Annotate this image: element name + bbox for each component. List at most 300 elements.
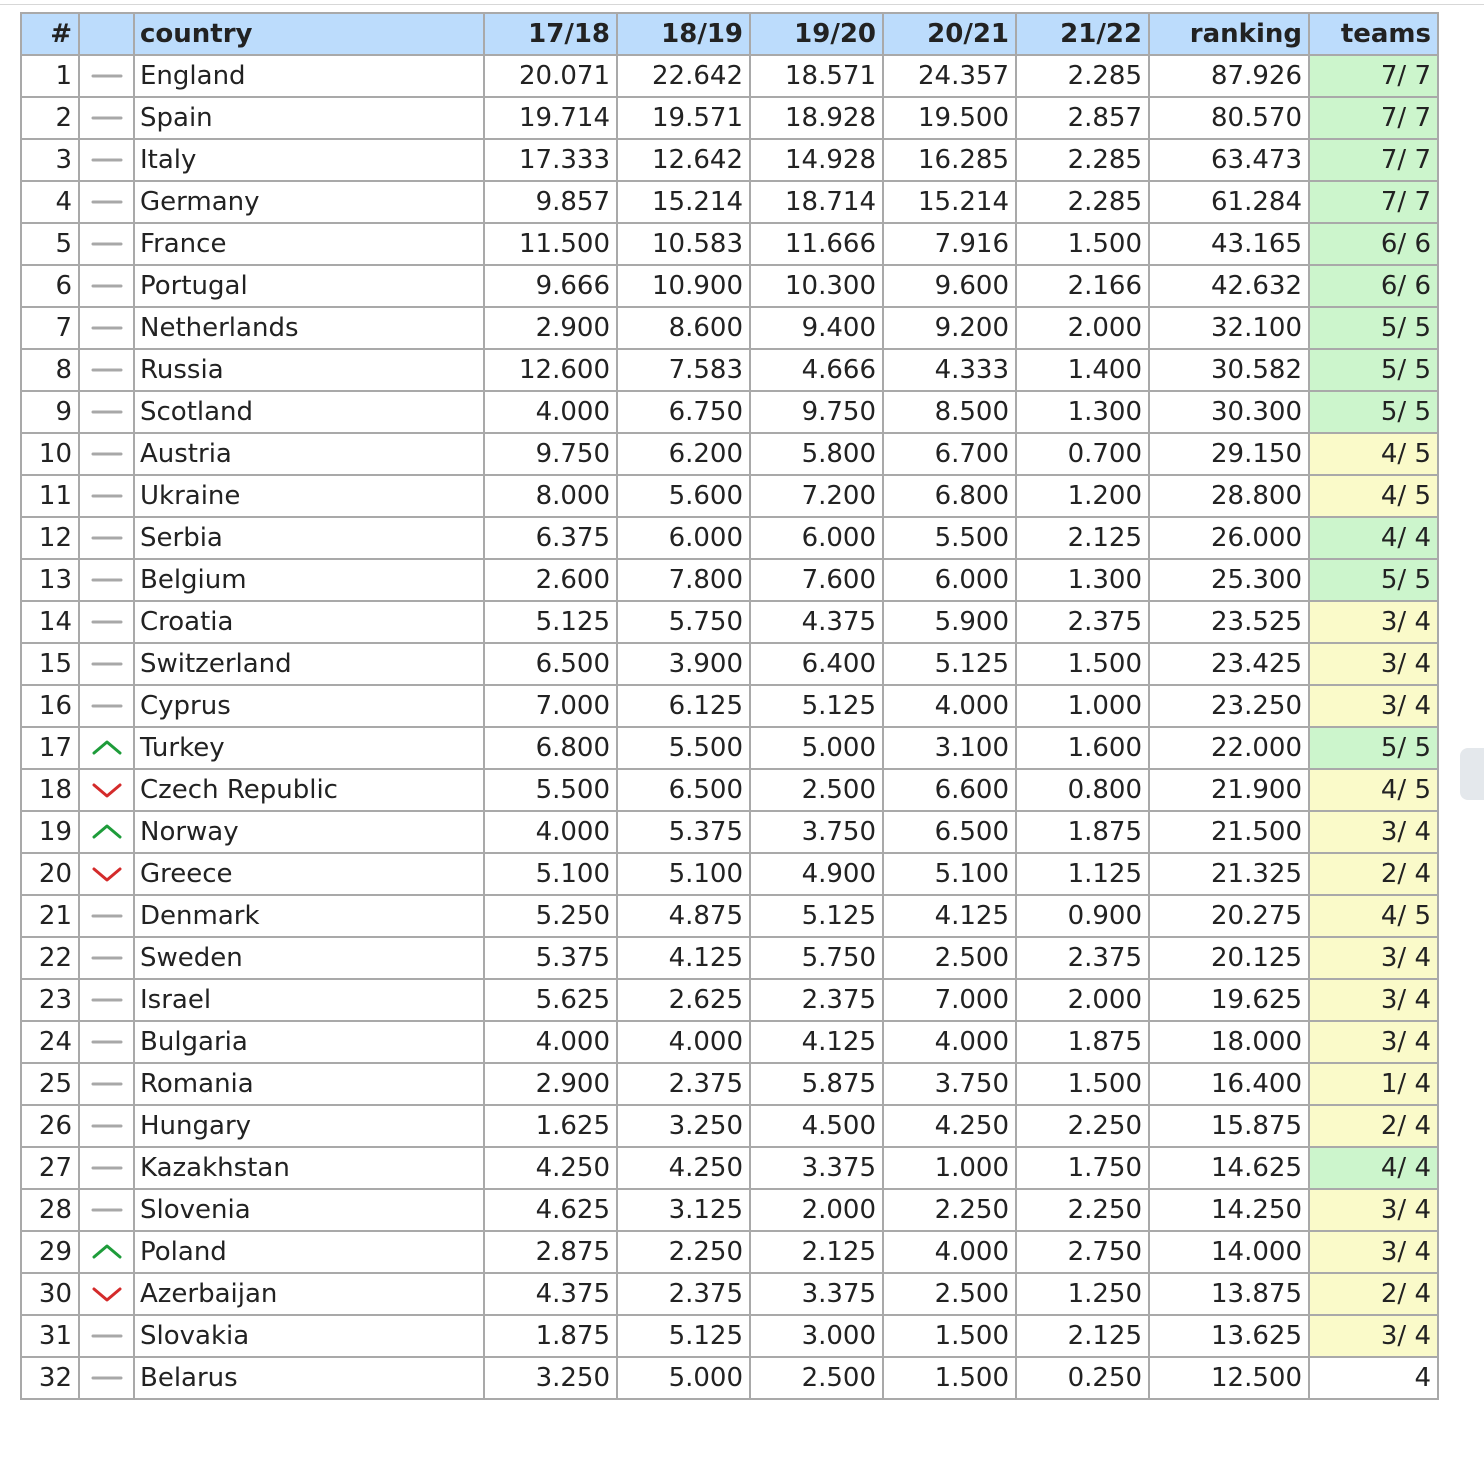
cell-rank: 32 — [21, 1357, 79, 1399]
cell-season-2021: 3.100 — [883, 727, 1016, 769]
cell-season-2122: 1.875 — [1016, 811, 1149, 853]
cell-ranking-total: 61.284 — [1149, 181, 1309, 223]
cell-season-2021: 9.200 — [883, 307, 1016, 349]
cell-season-1819: 10.900 — [617, 265, 750, 307]
cell-season-1920: 3.375 — [750, 1273, 883, 1315]
cell-trend — [79, 769, 134, 811]
cell-season-1819: 3.125 — [617, 1189, 750, 1231]
cell-season-1718: 4.000 — [484, 391, 617, 433]
cell-season-2021: 5.100 — [883, 853, 1016, 895]
table-row — [21, 97, 1438, 139]
column-header-season-1920[interactable]: 19/20 — [750, 13, 883, 55]
cell-season-1920: 3.375 — [750, 1147, 883, 1189]
table-row — [21, 1315, 1438, 1357]
cell-ranking-total: 18.000 — [1149, 1021, 1309, 1063]
cell-trend — [79, 475, 134, 517]
cell-rank: 29 — [21, 1231, 79, 1273]
cell-season-1718: 1.875 — [484, 1315, 617, 1357]
cell-country: Israel — [134, 979, 484, 1021]
table-row — [21, 1231, 1438, 1273]
cell-rank: 9 — [21, 391, 79, 433]
cell-season-1819: 5.100 — [617, 853, 750, 895]
column-header-teams[interactable]: teams — [1309, 13, 1438, 55]
cell-season-2021: 5.500 — [883, 517, 1016, 559]
cell-season-2021: 2.250 — [883, 1189, 1016, 1231]
cell-ranking-total: 29.150 — [1149, 433, 1309, 475]
cell-country: Austria — [134, 433, 484, 475]
cell-country: Germany — [134, 181, 484, 223]
cell-season-1920: 5.000 — [750, 727, 883, 769]
trend-none-icon — [91, 905, 123, 927]
table-row — [21, 1357, 1438, 1399]
cell-country: Azerbaijan — [134, 1273, 484, 1315]
cell-season-2021: 15.214 — [883, 181, 1016, 223]
cell-trend — [79, 853, 134, 895]
column-header-ranking[interactable]: ranking — [1149, 13, 1309, 55]
cell-ranking-total: 32.100 — [1149, 307, 1309, 349]
cell-season-1819: 8.600 — [617, 307, 750, 349]
cell-trend — [79, 643, 134, 685]
cell-season-2021: 5.900 — [883, 601, 1016, 643]
cell-season-1920: 11.666 — [750, 223, 883, 265]
cell-rank: 30 — [21, 1273, 79, 1315]
column-header-season-2122[interactable]: 21/22 — [1016, 13, 1149, 55]
cell-season-1819: 6.500 — [617, 769, 750, 811]
cell-season-2122: 1.500 — [1016, 643, 1149, 685]
table-row — [21, 1147, 1438, 1189]
cell-country: Italy — [134, 139, 484, 181]
cell-season-2021: 7.000 — [883, 979, 1016, 1021]
cell-rank: 10 — [21, 433, 79, 475]
cell-season-2021: 6.000 — [883, 559, 1016, 601]
cell-season-2122: 0.700 — [1016, 433, 1149, 475]
cell-ranking-total: 42.632 — [1149, 265, 1309, 307]
cell-season-1920: 2.500 — [750, 769, 883, 811]
cell-season-1718: 5.375 — [484, 937, 617, 979]
cell-teams: 4 — [1309, 1357, 1438, 1399]
cell-rank: 31 — [21, 1315, 79, 1357]
column-header-season-2021[interactable]: 20/21 — [883, 13, 1016, 55]
cell-season-1920: 18.571 — [750, 55, 883, 97]
cell-trend — [79, 1273, 134, 1315]
page-top-border — [0, 4, 1484, 5]
cell-rank: 4 — [21, 181, 79, 223]
table-row — [21, 937, 1438, 979]
cell-season-1718: 5.625 — [484, 979, 617, 1021]
cell-trend — [79, 349, 134, 391]
trend-none-icon — [91, 1031, 123, 1053]
cell-season-2021: 6.800 — [883, 475, 1016, 517]
cell-season-1718: 5.125 — [484, 601, 617, 643]
table-row — [21, 1063, 1438, 1105]
cell-season-2122: 2.000 — [1016, 307, 1149, 349]
cell-teams: 3/ 4 — [1309, 811, 1438, 853]
cell-season-2122: 1.250 — [1016, 1273, 1149, 1315]
cell-rank: 6 — [21, 265, 79, 307]
cell-season-1718: 9.750 — [484, 433, 617, 475]
cell-trend — [79, 391, 134, 433]
cell-trend — [79, 1063, 134, 1105]
cell-season-1718: 11.500 — [484, 223, 617, 265]
table-row — [21, 601, 1438, 643]
cell-season-1718: 20.071 — [484, 55, 617, 97]
cell-rank: 23 — [21, 979, 79, 1021]
table-row — [21, 265, 1438, 307]
cell-season-1718: 2.900 — [484, 307, 617, 349]
cell-season-1920: 5.750 — [750, 937, 883, 979]
cell-season-1920: 2.500 — [750, 1357, 883, 1399]
cell-season-1718: 6.375 — [484, 517, 617, 559]
trend-none-icon — [91, 1367, 123, 1389]
cell-teams: 4/ 5 — [1309, 895, 1438, 937]
cell-ranking-total: 20.125 — [1149, 937, 1309, 979]
table-row — [21, 1189, 1438, 1231]
cell-country: Spain — [134, 97, 484, 139]
cell-season-2122: 1.875 — [1016, 1021, 1149, 1063]
cell-teams: 4/ 5 — [1309, 433, 1438, 475]
cell-season-2122: 1.300 — [1016, 391, 1149, 433]
cell-season-1718: 7.000 — [484, 685, 617, 727]
cell-season-1920: 5.800 — [750, 433, 883, 475]
cell-season-2021: 4.000 — [883, 1021, 1016, 1063]
table-row — [21, 349, 1438, 391]
cell-season-1819: 15.214 — [617, 181, 750, 223]
cell-season-1819: 22.642 — [617, 55, 750, 97]
cell-season-2021: 5.125 — [883, 643, 1016, 685]
cell-ranking-total: 14.250 — [1149, 1189, 1309, 1231]
trend-none-icon — [91, 611, 123, 633]
cell-teams: 3/ 4 — [1309, 643, 1438, 685]
cell-teams: 5/ 5 — [1309, 391, 1438, 433]
cell-country: Switzerland — [134, 643, 484, 685]
cell-season-1819: 3.250 — [617, 1105, 750, 1147]
cell-season-2021: 6.700 — [883, 433, 1016, 475]
cell-ranking-total: 87.926 — [1149, 55, 1309, 97]
cell-season-1718: 17.333 — [484, 139, 617, 181]
country-ranking-table — [20, 12, 1439, 1400]
cell-season-2122: 2.375 — [1016, 601, 1149, 643]
cell-ranking-total: 23.250 — [1149, 685, 1309, 727]
cell-season-2021: 4.125 — [883, 895, 1016, 937]
cell-country: Russia — [134, 349, 484, 391]
cell-season-2122: 1.400 — [1016, 349, 1149, 391]
cell-season-1819: 6.000 — [617, 517, 750, 559]
cell-ranking-total: 21.325 — [1149, 853, 1309, 895]
cell-season-2122: 1.125 — [1016, 853, 1149, 895]
trend-none-icon — [91, 233, 123, 255]
table-row — [21, 433, 1438, 475]
cell-rank: 2 — [21, 97, 79, 139]
cell-season-1920: 18.714 — [750, 181, 883, 223]
cell-season-1718: 8.000 — [484, 475, 617, 517]
cell-teams: 3/ 4 — [1309, 1021, 1438, 1063]
table-row — [21, 307, 1438, 349]
cell-season-1718: 9.666 — [484, 265, 617, 307]
cell-season-2122: 2.250 — [1016, 1105, 1149, 1147]
cell-season-2122: 2.125 — [1016, 1315, 1149, 1357]
cell-country: Croatia — [134, 601, 484, 643]
cell-season-1718: 2.875 — [484, 1231, 617, 1273]
trend-none-icon — [91, 107, 123, 129]
cell-ranking-total: 21.900 — [1149, 769, 1309, 811]
cell-ranking-total: 26.000 — [1149, 517, 1309, 559]
table-row — [21, 1105, 1438, 1147]
table-row — [21, 811, 1438, 853]
cell-teams: 4/ 5 — [1309, 475, 1438, 517]
cell-teams: 5/ 5 — [1309, 307, 1438, 349]
trend-none-icon — [91, 275, 123, 297]
cell-teams: 4/ 5 — [1309, 769, 1438, 811]
cell-trend — [79, 685, 134, 727]
cell-trend — [79, 559, 134, 601]
cell-teams: 3/ 4 — [1309, 979, 1438, 1021]
cell-season-1819: 6.750 — [617, 391, 750, 433]
cell-teams: 3/ 4 — [1309, 1231, 1438, 1273]
cell-season-1819: 2.375 — [617, 1063, 750, 1105]
cell-season-1718: 4.000 — [484, 1021, 617, 1063]
cell-trend — [79, 1315, 134, 1357]
cell-teams: 2/ 4 — [1309, 1105, 1438, 1147]
table-row — [21, 727, 1438, 769]
cell-season-2122: 1.000 — [1016, 685, 1149, 727]
cell-ranking-total: 15.875 — [1149, 1105, 1309, 1147]
cell-season-1920: 2.125 — [750, 1231, 883, 1273]
cell-teams: 2/ 4 — [1309, 1273, 1438, 1315]
cell-season-2122: 2.000 — [1016, 979, 1149, 1021]
trend-none-icon — [91, 947, 123, 969]
cell-season-1718: 19.714 — [484, 97, 617, 139]
cell-season-1920: 4.500 — [750, 1105, 883, 1147]
cell-rank: 28 — [21, 1189, 79, 1231]
table-row — [21, 1021, 1438, 1063]
cell-season-1718: 2.900 — [484, 1063, 617, 1105]
cell-season-1920: 14.928 — [750, 139, 883, 181]
cell-season-1819: 5.500 — [617, 727, 750, 769]
cell-ranking-total: 19.625 — [1149, 979, 1309, 1021]
trend-down-icon — [91, 779, 123, 801]
cell-trend — [79, 811, 134, 853]
cell-season-1920: 10.300 — [750, 265, 883, 307]
column-header-rank[interactable]: # — [21, 13, 79, 55]
trend-down-icon — [91, 1283, 123, 1305]
cell-season-1920: 2.375 — [750, 979, 883, 1021]
cell-season-2122: 1.500 — [1016, 223, 1149, 265]
column-header-season-1819[interactable]: 18/19 — [617, 13, 750, 55]
cell-season-1718: 4.625 — [484, 1189, 617, 1231]
cell-season-1819: 19.571 — [617, 97, 750, 139]
cell-rank: 1 — [21, 55, 79, 97]
trend-none-icon — [91, 1157, 123, 1179]
cell-season-1718: 3.250 — [484, 1357, 617, 1399]
cell-ranking-total: 20.275 — [1149, 895, 1309, 937]
cell-season-1718: 1.625 — [484, 1105, 617, 1147]
cell-country: Belgium — [134, 559, 484, 601]
cell-ranking-total: 14.000 — [1149, 1231, 1309, 1273]
cell-country: Portugal — [134, 265, 484, 307]
background-artifact — [1460, 748, 1484, 800]
cell-rank: 13 — [21, 559, 79, 601]
cell-country: England — [134, 55, 484, 97]
cell-country: France — [134, 223, 484, 265]
cell-season-1920: 5.125 — [750, 685, 883, 727]
cell-country: Slovakia — [134, 1315, 484, 1357]
cell-rank: 22 — [21, 937, 79, 979]
cell-season-1718: 6.800 — [484, 727, 617, 769]
cell-season-1920: 5.125 — [750, 895, 883, 937]
cell-ranking-total: 13.625 — [1149, 1315, 1309, 1357]
column-header-country[interactable]: country — [134, 13, 484, 55]
trend-none-icon — [91, 359, 123, 381]
cell-season-1920: 5.875 — [750, 1063, 883, 1105]
cell-season-1819: 10.583 — [617, 223, 750, 265]
cell-rank: 24 — [21, 1021, 79, 1063]
cell-country: Greece — [134, 853, 484, 895]
cell-ranking-total: 23.425 — [1149, 643, 1309, 685]
table-body — [21, 55, 1438, 1399]
cell-trend — [79, 1105, 134, 1147]
cell-ranking-total: 25.300 — [1149, 559, 1309, 601]
cell-trend — [79, 727, 134, 769]
trend-none-icon — [91, 653, 123, 675]
cell-season-2021: 6.600 — [883, 769, 1016, 811]
trend-none-icon — [91, 401, 123, 423]
table-row — [21, 559, 1438, 601]
cell-rank: 18 — [21, 769, 79, 811]
cell-rank: 12 — [21, 517, 79, 559]
cell-rank: 3 — [21, 139, 79, 181]
cell-trend — [79, 1231, 134, 1273]
cell-trend — [79, 265, 134, 307]
cell-season-2021: 9.600 — [883, 265, 1016, 307]
cell-season-1920: 9.750 — [750, 391, 883, 433]
cell-season-1819: 5.600 — [617, 475, 750, 517]
cell-country: Denmark — [134, 895, 484, 937]
cell-country: Turkey — [134, 727, 484, 769]
cell-season-1718: 6.500 — [484, 643, 617, 685]
cell-trend — [79, 937, 134, 979]
cell-season-2021: 2.500 — [883, 1273, 1016, 1315]
cell-ranking-total: 80.570 — [1149, 97, 1309, 139]
cell-season-1920: 3.750 — [750, 811, 883, 853]
cell-season-2122: 1.750 — [1016, 1147, 1149, 1189]
cell-season-1819: 5.375 — [617, 811, 750, 853]
column-header-trend[interactable] — [79, 13, 134, 55]
cell-trend — [79, 517, 134, 559]
cell-rank: 27 — [21, 1147, 79, 1189]
cell-country: Hungary — [134, 1105, 484, 1147]
cell-season-2122: 2.375 — [1016, 937, 1149, 979]
cell-ranking-total: 30.582 — [1149, 349, 1309, 391]
cell-trend — [79, 55, 134, 97]
cell-season-2122: 0.250 — [1016, 1357, 1149, 1399]
cell-season-1920: 7.200 — [750, 475, 883, 517]
cell-season-1920: 2.000 — [750, 1189, 883, 1231]
cell-season-2021: 6.500 — [883, 811, 1016, 853]
cell-season-2122: 0.800 — [1016, 769, 1149, 811]
cell-season-2021: 1.500 — [883, 1357, 1016, 1399]
trend-none-icon — [91, 317, 123, 339]
cell-season-2122: 0.900 — [1016, 895, 1149, 937]
cell-teams: 7/ 7 — [1309, 181, 1438, 223]
cell-season-1819: 2.375 — [617, 1273, 750, 1315]
cell-country: Norway — [134, 811, 484, 853]
cell-season-1920: 3.000 — [750, 1315, 883, 1357]
cell-rank: 19 — [21, 811, 79, 853]
table-row — [21, 139, 1438, 181]
cell-trend — [79, 223, 134, 265]
trend-up-icon — [91, 1241, 123, 1263]
cell-season-2122: 2.285 — [1016, 181, 1149, 223]
table-row — [21, 475, 1438, 517]
cell-season-1819: 5.125 — [617, 1315, 750, 1357]
cell-season-2122: 2.250 — [1016, 1189, 1149, 1231]
trend-none-icon — [91, 191, 123, 213]
cell-season-1819: 4.125 — [617, 937, 750, 979]
cell-season-1920: 18.928 — [750, 97, 883, 139]
cell-teams: 7/ 7 — [1309, 97, 1438, 139]
cell-rank: 16 — [21, 685, 79, 727]
cell-teams: 5/ 5 — [1309, 349, 1438, 391]
cell-teams: 2/ 4 — [1309, 853, 1438, 895]
cell-season-1920: 4.900 — [750, 853, 883, 895]
trend-none-icon — [91, 149, 123, 171]
cell-season-1819: 7.583 — [617, 349, 750, 391]
table-row — [21, 769, 1438, 811]
cell-season-1718: 12.600 — [484, 349, 617, 391]
trend-none-icon — [91, 989, 123, 1011]
cell-country: Belarus — [134, 1357, 484, 1399]
cell-season-1920: 9.400 — [750, 307, 883, 349]
cell-country: Serbia — [134, 517, 484, 559]
cell-ranking-total: 23.525 — [1149, 601, 1309, 643]
cell-season-2122: 2.125 — [1016, 517, 1149, 559]
cell-season-1718: 9.857 — [484, 181, 617, 223]
cell-season-2122: 2.285 — [1016, 55, 1149, 97]
cell-country: Poland — [134, 1231, 484, 1273]
cell-season-1819: 2.250 — [617, 1231, 750, 1273]
cell-country: Ukraine — [134, 475, 484, 517]
cell-ranking-total: 21.500 — [1149, 811, 1309, 853]
cell-teams: 3/ 4 — [1309, 1315, 1438, 1357]
table-row — [21, 685, 1438, 727]
column-header-season-1718[interactable]: 17/18 — [484, 13, 617, 55]
trend-down-icon — [91, 863, 123, 885]
cell-ranking-total: 43.165 — [1149, 223, 1309, 265]
cell-season-1819: 4.000 — [617, 1021, 750, 1063]
cell-teams: 7/ 7 — [1309, 55, 1438, 97]
table-row — [21, 223, 1438, 265]
cell-season-2021: 3.750 — [883, 1063, 1016, 1105]
table-row — [21, 181, 1438, 223]
cell-season-1819: 4.875 — [617, 895, 750, 937]
trend-up-icon — [91, 737, 123, 759]
cell-teams: 4/ 4 — [1309, 1147, 1438, 1189]
cell-season-1920: 6.000 — [750, 517, 883, 559]
cell-season-1920: 6.400 — [750, 643, 883, 685]
table-row — [21, 55, 1438, 97]
cell-season-1819: 3.900 — [617, 643, 750, 685]
cell-teams: 3/ 4 — [1309, 601, 1438, 643]
cell-rank: 5 — [21, 223, 79, 265]
cell-ranking-total: 30.300 — [1149, 391, 1309, 433]
cell-rank: 8 — [21, 349, 79, 391]
cell-season-1819: 5.750 — [617, 601, 750, 643]
table-row — [21, 391, 1438, 433]
cell-season-1920: 4.375 — [750, 601, 883, 643]
cell-ranking-total: 16.400 — [1149, 1063, 1309, 1105]
cell-trend — [79, 139, 134, 181]
cell-rank: 14 — [21, 601, 79, 643]
